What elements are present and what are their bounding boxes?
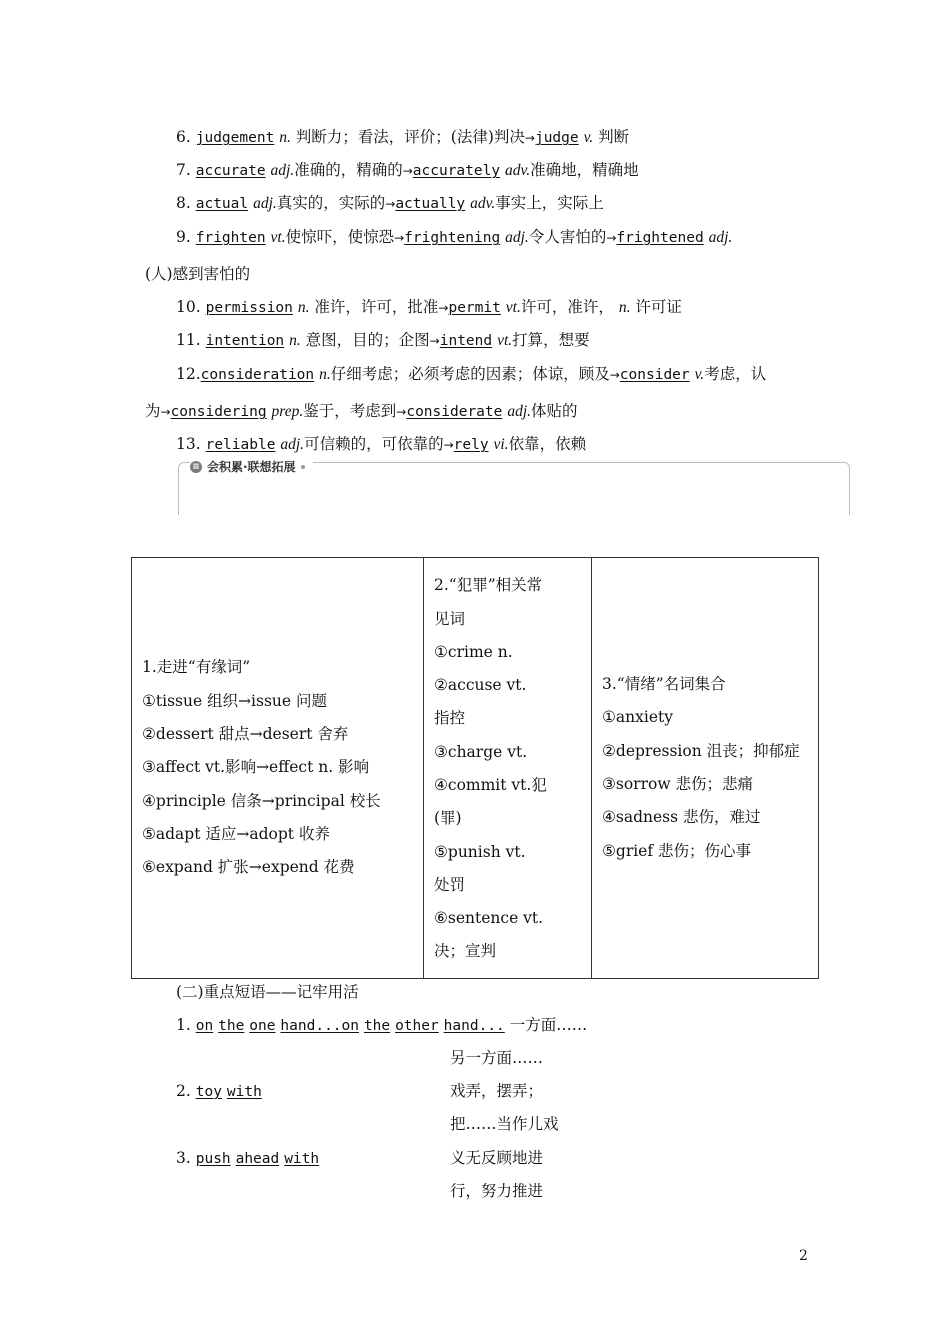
- arrow-icon: →: [438, 301, 449, 315]
- banner-title: 会积累·联想拓展: [207, 460, 296, 474]
- vocab-item-13: 13. reliable adj.可信赖的，可依靠的→rely vi.依靠，依赖: [176, 435, 587, 453]
- vocab-word: judgement: [195, 130, 275, 146]
- vocab-item-8: 8. actual adj.真实的，实际的→actually adv.事实上，实际上: [176, 194, 604, 212]
- phrase-meaning: 戏弄，摆弄；: [450, 1082, 544, 1100]
- arrow-icon: →: [160, 405, 171, 419]
- arrow-icon: →: [396, 405, 407, 419]
- phrase-meaning: 行，努力推进: [450, 1182, 544, 1200]
- arrow-icon: →: [394, 231, 405, 245]
- table-cell-confusable-words: 1.走进“有缘词” ①tissue 组织→issue 问题 ②dessert 甜点→desert 舍弃 ③affect vt.影响→effect n. 影响 ④principle 信条→principal 校长 ⑤adapt 适应→adopt 收养 ⑥expand 扩张→expend 花费: [132, 558, 424, 979]
- vocab-item-12: 12.consideration n.仔细考虑；必须考虑的因素；体谅，顾及→consider v.考虑，认: [176, 365, 767, 383]
- arrow-icon: →: [606, 231, 617, 245]
- dot-icon: [301, 465, 305, 469]
- vocab-item-10: 10. permission n. 准许，许可，批准→permit vt.许可，准许， n. 许可证: [176, 298, 682, 316]
- vocab-item-12-continued: 为→considering prep.鉴于，考虑到→considerate adj.体贴的: [145, 402, 578, 420]
- table-cell-emotion-words: 3.“情绪”名词集合 ①anxiety ②depression 沮丧；抑郁症 ③sorrow 悲伤；悲痛 ④sadness 悲伤，难过 ⑤grief 悲伤；伤心事: [592, 558, 819, 979]
- word-association-table: [131, 557, 819, 979]
- stack-icon: ≡: [190, 461, 202, 473]
- phrase-meaning: 另一方面……: [450, 1049, 544, 1067]
- vocab-item-6: 6. judgement n. 判断力；看法，评价；(法律)判决→judge v. 判断: [176, 128, 630, 146]
- vocab-item-11: 11. intention n. 意图，目的；企图→intend vt.打算，想要: [176, 331, 590, 349]
- phrase-item-3: 3. push ahead with: [176, 1149, 320, 1167]
- vocab-item-7: 7. accurate adj.准确的，精确的→accurately adv.准确地，精确地: [176, 161, 639, 179]
- arrow-icon: →: [524, 131, 535, 145]
- phrase-item-2: 2. toy with: [176, 1082, 262, 1100]
- page-number: 2: [799, 1248, 808, 1264]
- phrase-item-1: 1. on the one hand...on the other hand... 一方面……: [176, 1016, 588, 1034]
- phrase-meaning: 义无反顾地进: [450, 1149, 544, 1167]
- arrow-icon: →: [609, 368, 620, 382]
- arrow-icon: →: [429, 334, 440, 348]
- arrow-icon: →: [385, 197, 396, 211]
- phrase-meaning: 把……当作儿戏: [450, 1115, 559, 1133]
- section-banner: [190, 458, 313, 475]
- phrases-heading: (二)重点短语——记牢用活: [176, 983, 359, 1001]
- arrow-icon: →: [443, 438, 454, 452]
- vocab-item-9-continued: (人)感到害怕的: [145, 265, 251, 283]
- table-cell-crime-words: 2.“犯罪”相关常 见词 ①crime n. ②accuse vt. 指控 ③charge vt. ④commit vt.犯 (罪) ⑤punish vt. 处罚 ⑥sentence vt. 决；宣判: [424, 558, 592, 979]
- arrow-icon: →: [402, 164, 413, 178]
- vocab-item-9: 9. frighten vt.使惊吓，使惊恐→frightening adj.令人害怕的→frightened adj.: [176, 228, 733, 246]
